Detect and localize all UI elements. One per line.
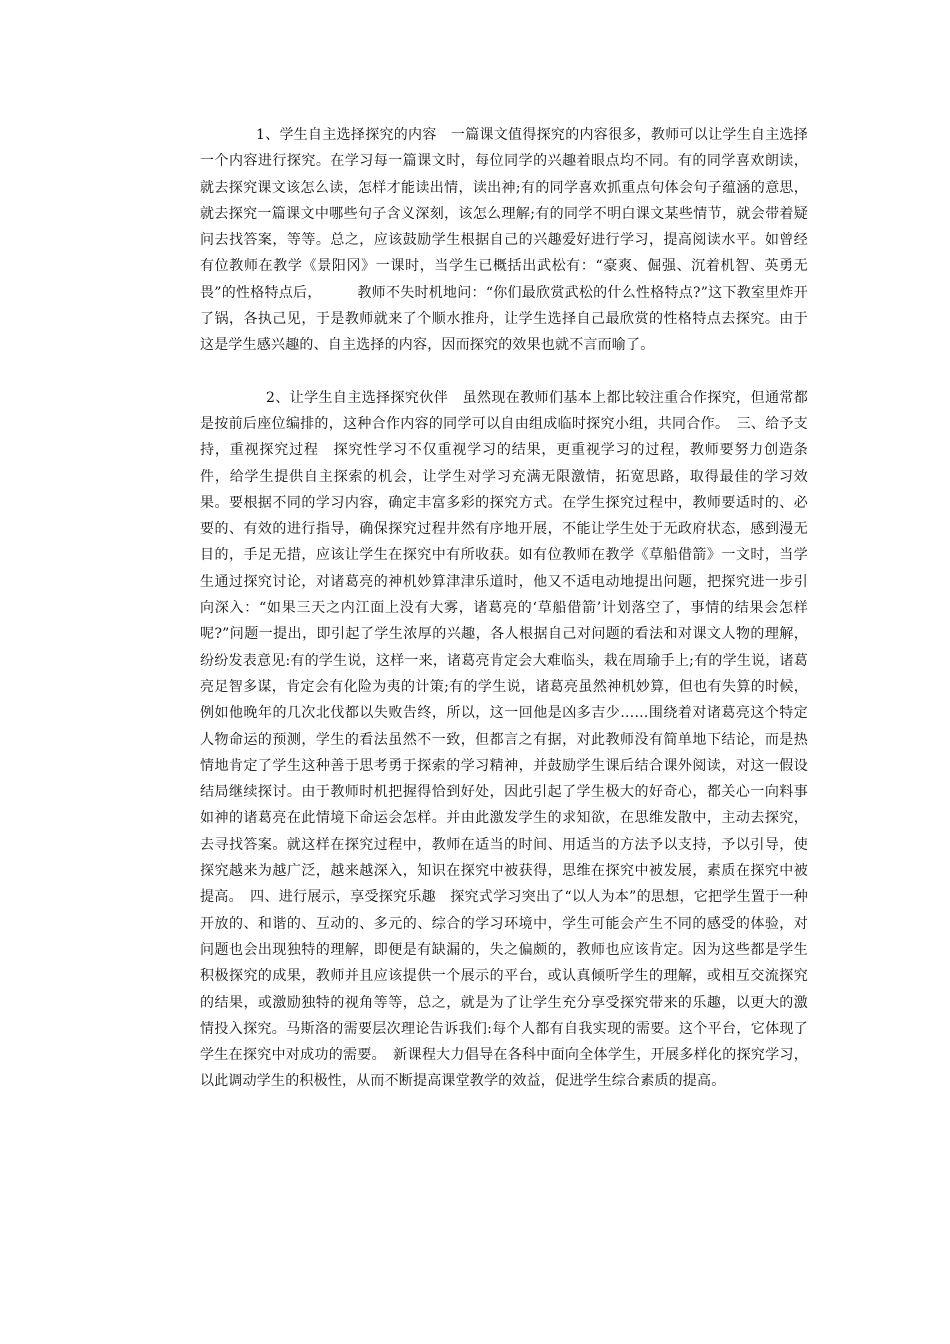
paragraph-spacer bbox=[200, 359, 808, 385]
paragraph-choose-partner: 2、让学生自主选择探究伙伴 虽然现在教师们基本上都比较注重合作探究，但通常都是按前后座位编排的，这种合作内容的同学可以自由组成临时探究小组，共同合作。 三、给予支持，重视探究过程 探究性学习不仅重视学习的结果，更重视学习的过程，教师要努力创造条件，给学生提供自主探索的机会，让学生对学习充满无限激情，拓宽思路，取得最佳的学习效果。要根据不同的学习内容，确定丰富多彩的探究方式。在学生探究过程中，教师要适时的、必要的、有效的进行指导，确保探究过程井然有序地开展，不能让学生处于无政府状态，感到漫无目的，手足无措，应该让学生在探究中有所收获。如有位教师在教学《草船借箭》一文时，当学生通过探究讨论，对诸葛亮的神机妙算津津乐道时，他又不适电动地提出问题，把探究进一步引向深入：“如果三天之内江面上没有大雾，诸葛亮的‘草船借箭’计划落空了，事情的结果会怎样呢?”问题一提出，即引起了学生浓厚的兴趣，各人根据自己对问题的看法和对课文人物的理解，纷纷发表意见:有的学生说，这样一来，诸葛亮肯定会大难临头，栽在周瑜手上;有的学生说，诸葛亮足智多谋，肯定会有化险为夷的计策;有的学生说，诸葛亮虽然神机妙算，但也有失算的时候，例如他晚年的几次北伐都以失败告终，所以，这一回他是凶多吉少……围绕着对诸葛亮这个特定人物命运的预测，学生的看法虽然不一致，但都言之有据，对此教师没有简单地下结论，而是热情地肯定了学生这种善于思考勇于探索的学习精神，并鼓励学生课后结合课外阅读，对这一假设结局继续探讨。由于教师时机把握得恰到好处，因此引起了学生极大的好奇心，都关心一向料事如神的诸葛亮在此情境下命运会怎样。并由此激发学生的求知欲，在思维发散中，主动去探究，去寻找答案。就这样在探究过程中，教师在适当的时间、用适当的方法予以支持，予以引导，使探究越来为越广泛，越来越深入，知识在探究中被获得，思维在探究中被发展，素质在探究中被提高。 四、进行展示，享受探究乐趣 探究式学习突出了“以人为本”的思想，它把学生置于一种开放的、和谐的、互动的、多元的、综合的学习环境中，学生可能会产生不同的感受的体验，对问题也会出现独特的理解，即便是有缺漏的，失之偏颇的，教师也应该肯定。因为这些都是学生积极探究的成果，教师并且应该提供一个展示的平台，或认真倾听学生的理解，或相互交流探究的结果，或激励独特的视角等等，总之，就是为了让学生充分享受探究带来的乐趣，以更大的激情投入探究。马斯洛的需要层次理论告诉我们:每个人都有自我实现的需要。这个平台，它体现了学生在探究中对成功的需要。 新课程大力倡导在各科中面向全体学生，开展多样化的探究学习，以此调动学生的积极性，从而不断提高课堂教学的效益，促进学生综合素质的提高。 bbox=[200, 389, 808, 1090]
document-body bbox=[200, 122, 808, 1095]
paragraph-choose-content: 1、学生自主选择探究的内容 一篇课文值得探究的内容很多，教师可以让学生自主选择一个内容进行探究。在学习每一篇课文时，每位同学的兴趣着眼点均不同。有的同学喜欢朗读，就去探究课文该怎么读，怎样才能读出情，读出神;有的同学喜欢抓重点句体会句子蕴涵的意思，就去探究一篇课文中哪些句子含义深刻，该怎么理解;有的同学不明白课文某些情节，就会带着疑问去找答案，等等。总之，应该鼓励学生根据自己的兴趣爱好进行学习，提高阅读水平。如曾经有位教师在教学《景阳冈》一课时，当学生已概括出武松有：“豪爽、倔强、沉着机智、英勇无畏”的性格特点后， 教师不失时机地问：“你们最欣赏武松的什么性格特点?”这下教室里炸开了锅，各执己见，于是教师就来了个顺水推舟，让学生选择自己最欣赏的性格特点去探究。由于这是学生感兴趣的、自主选择的内容，因而探究的效果也就不言而喻了。 bbox=[200, 127, 808, 354]
